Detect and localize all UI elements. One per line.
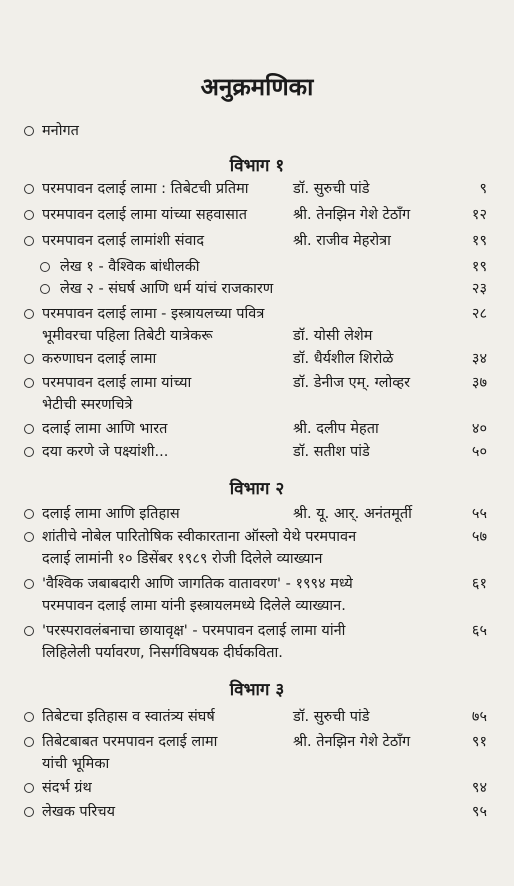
toc-entry [0,230,514,252]
entry-title: भेटीची स्मरणचित्रे [42,397,133,413]
toc-entry [0,731,514,753]
entry-title: दलाई लामा आणि भारत [42,421,168,437]
entry-title: 'वैश्विक जबाबदारी आणि जागतिक वातावरण' - १९९४ मध्ये [42,576,353,592]
entry-title: शांतीचे नोबेल पारितोषिक स्वीकारताना ऑस्लो येथे परमपावन [42,529,357,545]
circle-bullet-icon [24,424,34,434]
entry-title: लेखक परिचय [42,804,115,820]
entry-author: श्री. तेनझिन गेशे टेठॉंग [293,207,411,223]
circle-bullet-icon [24,532,34,542]
circle-bullet-icon [24,309,34,319]
entry-author: डॉ. सतीश पांडे [293,444,370,460]
entry-author: डॉ. योसी लेशेम [293,328,373,344]
toc-entry-continuation [0,595,514,617]
entry-page: १२ [471,207,487,223]
circle-bullet-icon [24,783,34,793]
entry-page: ५० [471,444,487,460]
circle-bullet-icon [24,126,34,136]
toc-entry [0,503,514,525]
circle-bullet-icon [40,284,50,294]
entry-title: 'परस्परावलंबनाचा छायावृक्ष' - परमपावन दलाई लामा यांनी [42,623,346,639]
toc-entry [0,706,514,728]
circle-bullet-icon [24,807,34,817]
toc-entry [0,620,514,642]
circle-bullet-icon [24,210,34,220]
entry-author: डॉ. धैर्यशील शिरोळे [293,351,394,367]
entry-title: तिबेटबाबत परमपावन दलाई लामा [42,734,218,750]
entry-author: डॉ. सुरुची पांडे [293,709,370,725]
toc-entry [0,418,514,440]
entry-page: २८ [471,306,487,322]
toc-entry-continuation [0,753,514,775]
entry-author: श्री. तेनझिन गेशे टेठॉंग [293,734,411,750]
entry-page: ६५ [471,623,487,639]
toc-subentry [0,256,514,278]
entry-author: श्री. दलीप मेहता [293,421,379,437]
entry-title: भूमीवरचा पहिला तिबेटी यात्रेकरू [42,328,213,344]
entry-page: ३७ [471,375,487,391]
toc-entry [0,573,514,595]
entry-title: परमपावन दलाई लामा यांच्या सहवासात [42,207,248,223]
entry-page: २३ [471,281,487,297]
circle-bullet-icon [24,378,34,388]
toc-entry [0,801,514,823]
entry-author: डॉ. डेनीज एम्. ग्लोव्हर [293,375,411,391]
circle-bullet-icon [24,712,34,722]
entry-title: मनोगत [42,123,79,139]
entry-page: ४० [471,421,487,437]
entry-title: दलाई लामा आणि इतिहास [42,506,180,522]
toc-entry-intro [0,120,514,142]
entry-title: परमपावन दलाई लामा यांनी इस्त्रायलमध्ये दिलेले व्याख्यान. [42,598,346,614]
toc-entry [0,303,514,325]
entry-page: १९ [471,259,487,275]
toc-subentry [0,278,514,300]
entry-title: यांची भूमिका [42,756,110,772]
page-title: अनुक्रमणिका [200,73,314,101]
entry-page: १९ [471,233,487,249]
circle-bullet-icon [24,509,34,519]
section-heading: विभाग ३ [229,680,285,700]
toc-entry [0,178,514,200]
entry-author: श्री. राजीव मेहरोत्रा [293,233,391,249]
entry-title: लेख १ - वैश्विक बांधीलकी [60,259,200,275]
toc-entry [0,526,514,548]
entry-title: दलाई लामांनी १० डिसेंबर १९८९ रोजी दिलेले व्याख्यान [42,551,323,567]
toc-entry [0,441,514,463]
toc-entry-continuation [0,548,514,570]
circle-bullet-icon [24,184,34,194]
entry-page: ९१ [471,734,487,750]
entry-page: ३४ [471,351,487,367]
toc-entry [0,372,514,394]
entry-title: लेख २ - संघर्ष आणि धर्म यांचं राजकारण [60,281,274,297]
entry-title: परमपावन दलाई लामांशी संवाद [42,233,205,249]
entry-author: डॉ. सुरुची पांडे [293,181,370,197]
entry-title: करुणाघन दलाई लामा [42,351,157,367]
circle-bullet-icon [24,626,34,636]
entry-page: ५५ [471,506,487,522]
entry-title: परमपावन दलाई लामा - इस्त्रायलच्या पवित्र [42,306,265,322]
toc-entry-continuation [0,325,514,347]
toc-entry [0,777,514,799]
circle-bullet-icon [40,262,50,272]
entry-page: ६१ [471,576,487,592]
section-heading: विभाग १ [229,156,285,176]
entry-page: ९४ [471,780,487,796]
entry-author: श्री. यू. आर्. अनंतमूर्ती [293,506,412,522]
section-heading: विभाग २ [229,479,285,499]
entry-page: ७५ [471,709,487,725]
toc-entry [0,204,514,226]
circle-bullet-icon [24,354,34,364]
entry-title: लिहिलेली पर्यावरण, निसर्गविषयक दीर्घकविता. [42,645,283,661]
entry-page: ९५ [471,804,487,820]
toc-entry [0,348,514,370]
entry-title: परमपावन दलाई लामा : तिबेटची प्रतिमा [42,181,249,197]
circle-bullet-icon [24,579,34,589]
circle-bullet-icon [24,447,34,457]
entry-title: दया करणे जे पक्ष्यांशी... [42,444,169,460]
entry-title: परमपावन दलाई लामा यांच्या [42,375,192,391]
toc-entry-continuation [0,394,514,416]
entry-page: ९ [479,181,487,197]
circle-bullet-icon [24,737,34,747]
circle-bullet-icon [24,236,34,246]
entry-title: तिबेटचा इतिहास व स्वातंत्र्य संघर्ष [42,709,215,725]
toc-entry-continuation [0,642,514,664]
entry-title: संदर्भ ग्रंथ [42,780,92,796]
entry-page: ५७ [471,529,487,545]
